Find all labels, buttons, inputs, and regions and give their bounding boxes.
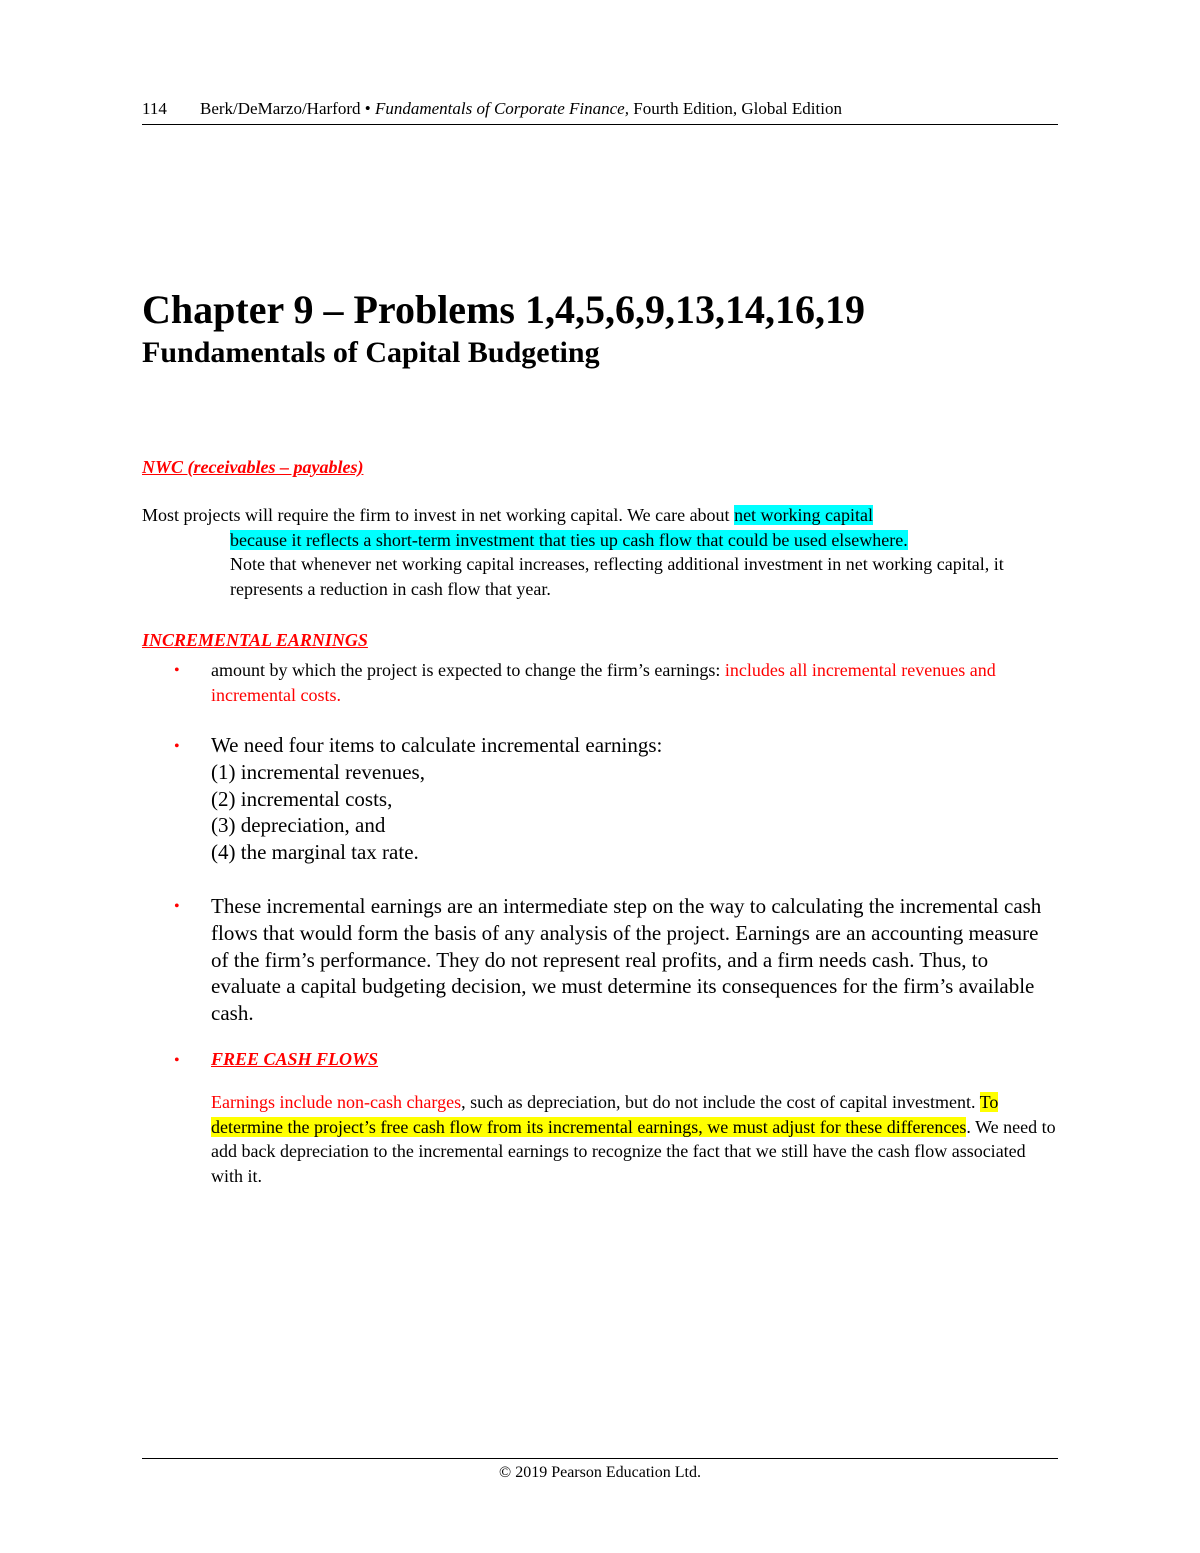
header-edition: Fourth Edition, Global Edition [628, 99, 842, 118]
nwc-highlight-2: because it reflects a short-term investment that ties up cash flow that could be used elsewhere. [230, 529, 908, 550]
chapter-subtitle: Fundamentals of Capital Budgeting [142, 336, 600, 369]
nwc-intro-text: Most projects will require the firm to invest in net working capital. We care about [142, 505, 735, 525]
nwc-rest-text: Note that whenever net working capital increases, reflecting additional investment in net working capital, it represents a reduction in cash flow that year. [230, 554, 1004, 599]
copyright-text: © 2019 Pearson Education Ltd. [499, 1464, 701, 1481]
page-number: 114 [142, 99, 167, 118]
free-cash-flows-heading: FREE CASH FLOWS [211, 1049, 379, 1069]
bullet-1-body: amount by which the project is expected to change the firm’s earnings: [211, 660, 725, 680]
nwc-indented-lines [142, 528, 1058, 602]
bullet-2-marker: • [174, 738, 180, 755]
bullet-1-text [211, 658, 1057, 707]
list-item: (4) the marginal tax rate. [211, 840, 419, 865]
bullet-3-text: These incremental earnings are an intermediate step on the way to calculating the incremental cash flows that would form the basis of any analysis of the project. Earnings are an accounting measure of the firm’s performance. They do not represent real profits, and a firm needs cash. Thus, to evaluate a capital budgeting decision, we must determine its consequences for the firm’s available cash. [211, 894, 1042, 1026]
bullet-1-red-text: includes all incremental revenues and incremental costs. [211, 660, 996, 705]
nwc-highlight-1: net working capital [734, 505, 874, 525]
header-book-title: Fundamentals of Corporate Finance, [374, 99, 629, 118]
chapter-title: Chapter 9 – Problems 1,4,5,6,9,13,14,16,19 [142, 287, 865, 332]
bullet-2-intro: We need four items to calculate incremental earnings: [211, 733, 663, 757]
fcf-red-text: Earnings include non-cash charges [211, 1092, 462, 1112]
list-item: (3) depreciation, and [211, 813, 386, 838]
incremental-earnings-heading: INCREMENTAL EARNINGS [142, 630, 368, 650]
free-cash-flows-paragraph [211, 1090, 1057, 1188]
list-item: (2) incremental costs, [211, 786, 393, 811]
bullet-3-marker: • [174, 898, 180, 915]
list-item: (1) incremental revenues, [211, 759, 425, 784]
fcf-text-2: . We need to add back depreciation to the incremental earnings to recognize the fact that we still have the cash flow associated with it. [211, 1116, 1056, 1186]
fcf-text-1: , such as depreciation, but do not include the cost of capital investment. [461, 1092, 980, 1112]
nwc-paragraph [142, 503, 1058, 601]
running-header [142, 98, 1058, 125]
nwc-heading: NWC (receivables – payables) [142, 457, 364, 477]
bullet-4-marker: • [174, 1052, 180, 1069]
page-footer [142, 1458, 1058, 1485]
bullet-2-text [211, 732, 1057, 866]
bullet-1-marker: • [174, 662, 180, 679]
header-authors: Berk/DeMarzo/Harford • [200, 99, 375, 118]
fcf-highlight: To determine the project’s free cash flow from its incremental earnings, we must adjust for these differences [211, 1092, 999, 1137]
